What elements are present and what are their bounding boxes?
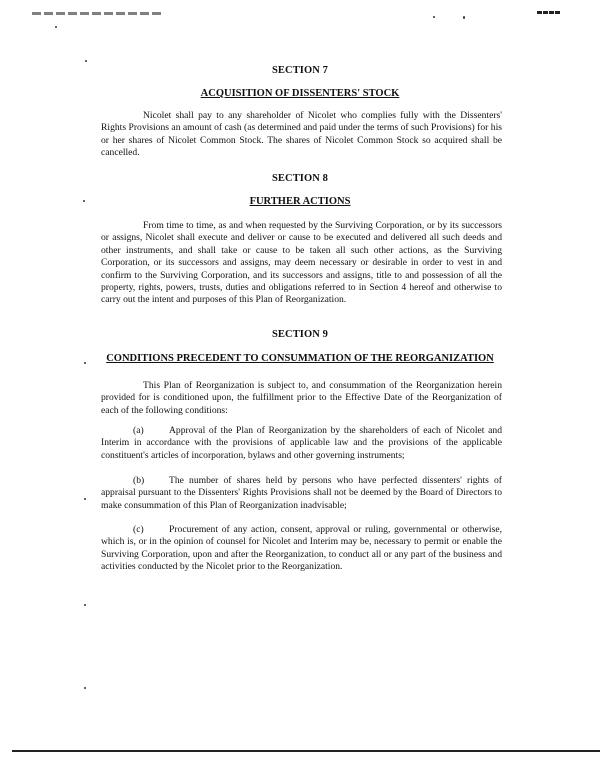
section-7-title: ACQUISITION OF DISSENTERS' STOCK	[200, 88, 400, 99]
condition-item-a: (a) Approval of the Plan of Reorganization by the shareholders of each of Nicolet and Interim in accordance with the provisions of applicable law and the provisions of the applicable constituent's articles of incorporation, bylaws and other governing instruments;	[101, 425, 502, 461]
section-8-paragraph: From time to time, as and when requested by the Surviving Corporation, or by its successors or assigns, Nicolet shall execute and deliver or cause to be executed and delivered all such deeds and other instruments, and shall take or cause to be taken all such other actions, as the Surviving Corporation, or its successors and assigns, may deem necessary or desirable in order to vest in and confirm to the Surviving Corporation, and its successors and assigns, title to and possession of all the property, rights, powers, trusts, duties and obligations referred to in Section 4 hereof and otherwise to carry out the intent and purposes of this Plan of Reorganization.	[101, 220, 502, 306]
scan-speck	[84, 604, 86, 606]
scan-speck	[85, 60, 87, 62]
scan-speck	[84, 687, 86, 689]
condition-label: (a)	[133, 425, 144, 436]
scan-speck	[84, 498, 86, 500]
section-7-heading: SECTION 7	[271, 65, 329, 76]
scan-speck	[463, 16, 465, 19]
condition-item-b: (b) The number of shares held by persons who have perfected dissenters' rights of appraisal pursuant to the Dissenters' Rights Provisions shall not be deemed by the Board of Directors to make consummation of this Plan of Reorganization inadvisable;	[101, 475, 502, 511]
section-9-heading: SECTION 9	[271, 329, 329, 340]
scan-speck	[55, 26, 57, 28]
section-8-title: FURTHER ACTIONS	[249, 196, 351, 207]
scan-speck	[433, 16, 435, 18]
section-7-paragraph: Nicolet shall pay to any shareholder of Nicolet who complies fully with the Dissenters' Rights Provisions an amount of cash (as determined and paid under the terms of such Provisions) for his or her shares of Nicolet Common Stock. The shares of Nicolet Common Stock so acquired shall be cancelled.	[101, 110, 502, 159]
section-8-heading: SECTION 8	[271, 173, 329, 184]
condition-label: (b)	[133, 475, 145, 486]
section-9-intro: This Plan of Reorganization is subject to, and consummation of the Reorganization herein provided for is conditioned upon, the fulfillment prior to the Effective Date of the Reorganization of each of the following conditions:	[101, 380, 502, 416]
condition-item-c: (c) Procurement of any action, consent, approval or ruling, governmental or otherwise, which is, or in the opinion of counsel for Nicolet and Interim may be, necessary to permit or enable the Surviving Corporation, upon and after the Reorganization, to conduct all or any part of the business and activities conducted by the Nicolet prior to the Reorganization.	[101, 524, 502, 573]
scan-artifact-top-right	[537, 11, 560, 14]
condition-label: (c)	[133, 524, 144, 535]
bottom-rule	[12, 750, 600, 752]
scan-artifact-top-left	[32, 12, 162, 15]
section-9-title: CONDITIONS PRECEDENT TO CONSUMMATION OF THE REORGANIZATION	[106, 353, 494, 364]
